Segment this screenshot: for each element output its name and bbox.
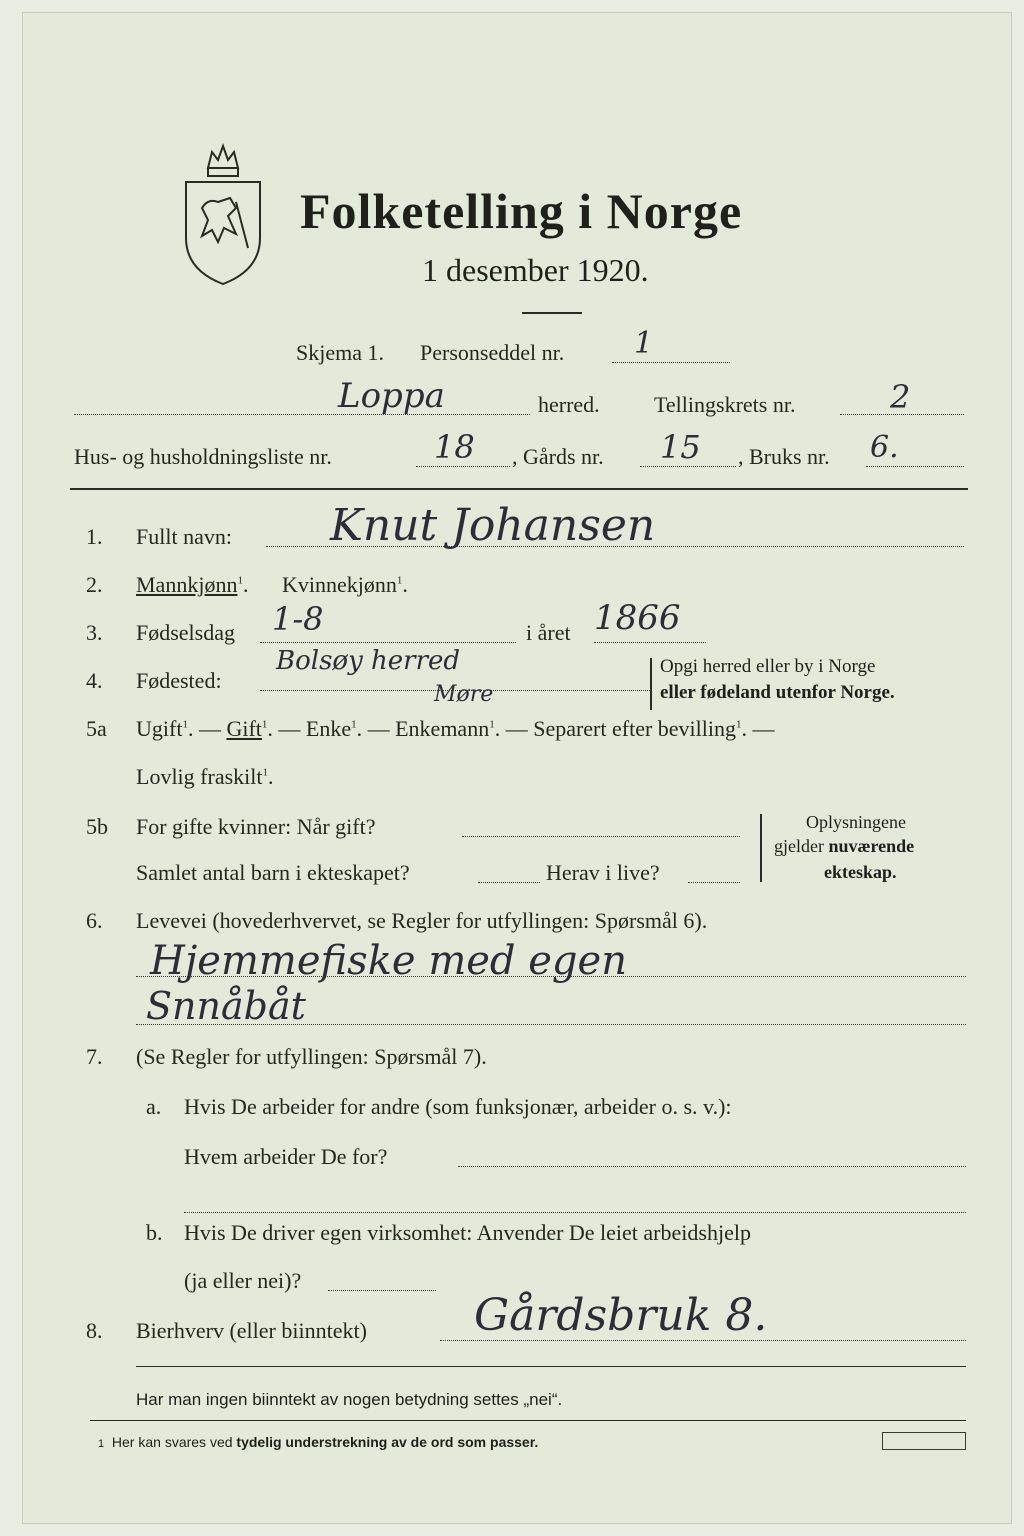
q8-number: 8.	[86, 1318, 103, 1343]
q5b-note-2: gjelder nuværende	[774, 836, 915, 856]
personseddel-line	[612, 362, 730, 363]
q5b-number: 5b	[86, 814, 108, 839]
q5b-note-3: ekteskap.	[824, 862, 897, 882]
footnote-rule	[90, 1420, 966, 1421]
hus-line	[416, 466, 510, 467]
herred-line	[74, 414, 530, 415]
schema-label: Skjema 1.	[296, 340, 384, 365]
q3-year-line	[594, 642, 706, 643]
q3-year-value: 1866	[594, 598, 681, 638]
bruks-line	[866, 466, 964, 467]
q5b-samlet-line	[478, 882, 540, 883]
hus-value: 18	[434, 428, 475, 466]
q6-number: 6.	[86, 908, 103, 933]
personseddel-value: 1	[634, 326, 654, 361]
q6-label: Levevei (hovederhvervet, se Regler for utfyllingen: Spørsmål 6).	[136, 908, 708, 933]
q7-number: 7.	[86, 1044, 103, 1069]
q4-value: Bolsøy herred	[276, 646, 461, 676]
header-rule	[70, 488, 968, 490]
q4-label: Fødested:	[136, 668, 222, 693]
q3-number: 3.	[86, 620, 103, 645]
bruks-value: 6.	[870, 430, 899, 465]
personseddel-label: Personseddel nr.	[420, 340, 565, 365]
tellingskrets-label: Tellingskrets nr.	[654, 392, 796, 417]
gards-line	[640, 466, 736, 467]
bruks-label: , Bruks nr.	[738, 444, 830, 469]
biinntekt-note: Har man ingen biinntekt av nogen betydning settes „nei“.	[136, 1390, 563, 1409]
q4-value-extra: Møre	[434, 682, 494, 707]
q7a-label-2: Hvem arbeider De for?	[184, 1144, 388, 1169]
herred-label: herred.	[538, 392, 600, 417]
q5b-label: For gifte kvinner: Når gift?	[136, 814, 376, 839]
printer-stamp	[882, 1432, 966, 1450]
census-date: 1 desember 1920.	[422, 252, 649, 288]
gards-label: , Gårds nr.	[512, 444, 604, 469]
q3-year-label: i året	[526, 620, 571, 645]
q1-label: Fullt navn:	[136, 524, 232, 549]
q2-number: 2.	[86, 572, 103, 597]
q5b-samlet: Samlet antal barn i ekteskapet?	[136, 860, 410, 885]
q7-label: (Se Regler for utfyllingen: Spørsmål 7).	[136, 1044, 487, 1069]
q5b-herav-line	[688, 882, 740, 883]
q5b-herav: Herav i live?	[546, 860, 660, 885]
q7b-label-2: (ja eller nei)?	[184, 1268, 302, 1293]
q6-value-2: Snnåbåt	[146, 984, 306, 1028]
q7a-number: a.	[146, 1094, 162, 1119]
q2-female: Kvinnekjønn$^1$.	[282, 572, 408, 597]
herred-value: Loppa	[338, 376, 445, 416]
q7b-label: Hvis De driver egen virksomhet: Anvender De leiet arbeidshjelp	[184, 1220, 751, 1245]
q3-value: 1-8	[272, 600, 324, 638]
q7b-line	[328, 1290, 436, 1291]
title-divider	[522, 312, 582, 314]
q4-note-2: eller fødeland utenfor Norge.	[660, 682, 895, 703]
q5b-note-1: Oplysningene	[806, 812, 906, 832]
q7a-label: Hvis De arbeider for andre (som funksjonær, arbeider o. s. v.):	[184, 1094, 732, 1119]
q7b-number: b.	[146, 1220, 163, 1245]
q5b-line	[462, 836, 740, 837]
form-title: Folketelling i Norge	[300, 183, 743, 239]
q1-value: Knut Johansen	[330, 500, 656, 551]
q5a-options: Ugift$^1$. — Gift$^1$. — Enke$^1$. — Enkemann$^1$. — Separert efter bevilling$^1$. —	[136, 716, 775, 741]
q7a-line-1	[458, 1166, 966, 1167]
q6-value-1: Hjemmefiske med egen	[150, 938, 627, 984]
q7a-line-2	[184, 1212, 966, 1213]
q2-male: Mannkjønn$^1$.	[136, 572, 249, 597]
q3-label: Fødselsdag	[136, 620, 235, 645]
q5a-lovlig: Lovlig fraskilt$^1$.	[136, 764, 274, 789]
coat-of-arms-icon	[178, 138, 268, 288]
q5a-number: 5a	[86, 716, 107, 741]
q8-value: Gårdsbruk 8.	[474, 1290, 768, 1341]
gards-value: 15	[660, 428, 701, 466]
q4-note-1: Opgi herred eller by i Norge	[660, 656, 876, 677]
q4-bracket	[650, 658, 652, 710]
q3-line	[260, 642, 516, 643]
q8-label: Bierhverv (eller biinntekt)	[136, 1318, 367, 1343]
tellingskrets-value: 2	[890, 378, 911, 416]
q1-number: 1.	[86, 524, 103, 549]
footnote: 1 Her kan svares ved tydelig understrekning av de ord som passer.	[98, 1434, 539, 1450]
q5b-bracket	[760, 814, 762, 882]
q4-number: 4.	[86, 668, 103, 693]
note-rule	[136, 1366, 966, 1367]
hus-label: Hus- og husholdningsliste nr.	[74, 444, 332, 469]
